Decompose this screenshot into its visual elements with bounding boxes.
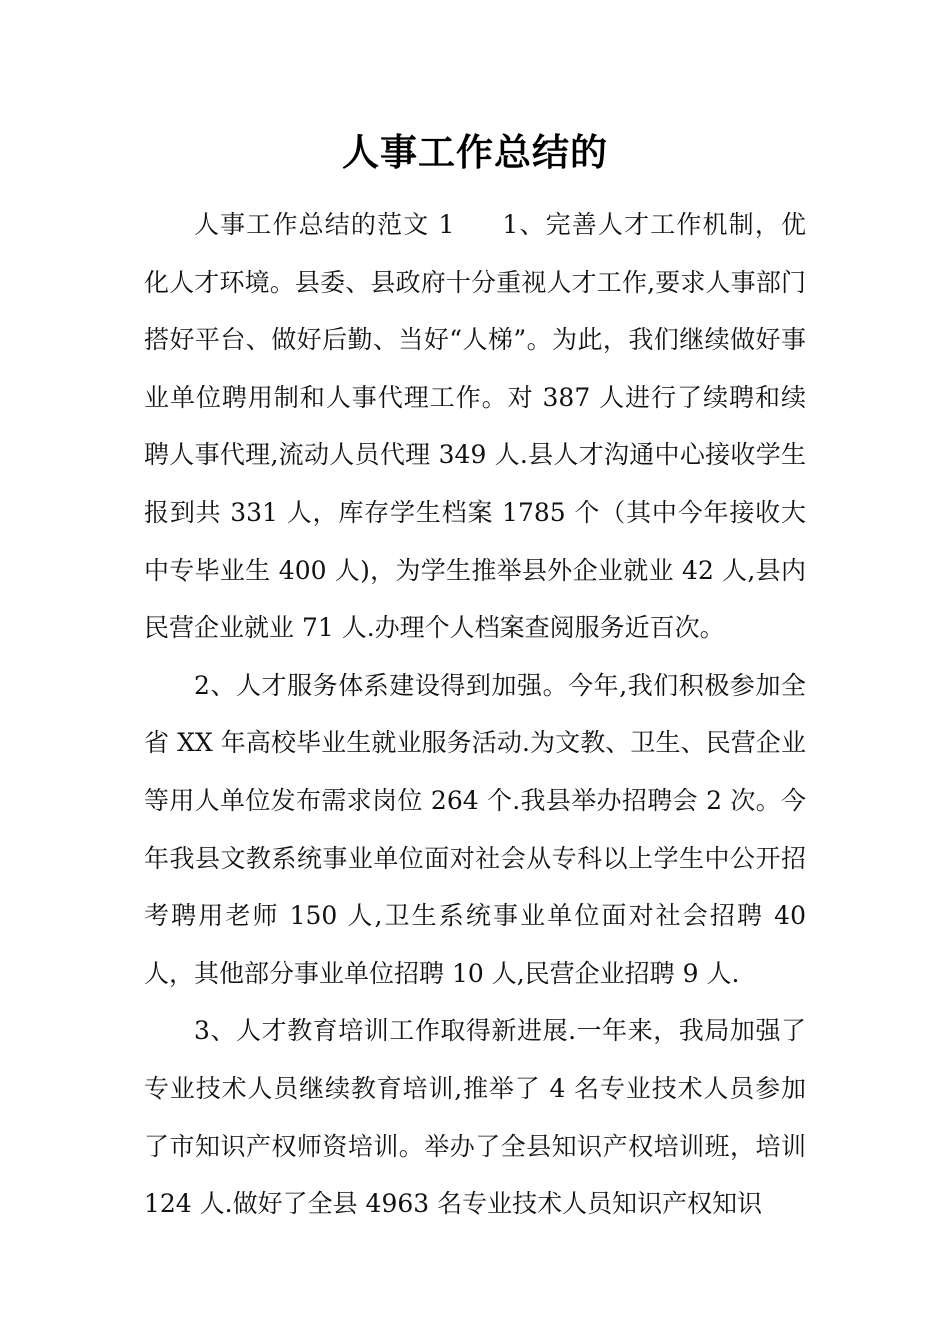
paragraph-1 bbox=[144, 196, 806, 657]
paragraph-1-heading: 人事工作总结的范文 1 bbox=[194, 210, 455, 239]
paragraph-1-body: 1、完善人才工作机制，优化人才环境。县委、县政府十分重视人才工作,要求人事部门搭好平台、做好后勤、当好“人梯”。为此，我们继续做好事业单位聘用制和人事代理工作。对 387 人进行了续聘和续聘人事代理,流动人员代理 349 人.县人才沟通中心接收学生报到共 331 人，库存学生档案 1785 个（其中今年接收大中专毕业生 400 人)，为学生推举县外企业就业 42 人,县内民营企业就业 71 人.办理个人档案查阅服务近百次。 bbox=[144, 210, 806, 643]
paragraph-3: 3、人才教育培训工作取得新进展.一年来，我局加强了专业技术人员继续教育培训,推举了 4 名专业技术人员参加了市知识产权师资培训。举办了全县知识产权培训班，培训 124 人.做好了全县 4963 名专业技术人员知识产权知识 bbox=[144, 1016, 806, 1219]
document-title: 人事工作总结的 bbox=[342, 130, 608, 174]
document-body bbox=[144, 196, 806, 1233]
paragraph-2: 2、人才服务体系建设得到加强。今年,我们积极参加全省 XX 年高校毕业生就业服务活动.为文教、卫生、民营企业等用人单位发布需求岗位 264 个.我县举办招聘会 2 次。今年我县文教系统事业单位面对社会从专科以上学生中公开招考聘用老师 150 人,卫生系统事业单位面对社会招聘 40 人，其他部分事业单位招聘 10 人,民营企业招聘 9 人. bbox=[144, 670, 806, 988]
